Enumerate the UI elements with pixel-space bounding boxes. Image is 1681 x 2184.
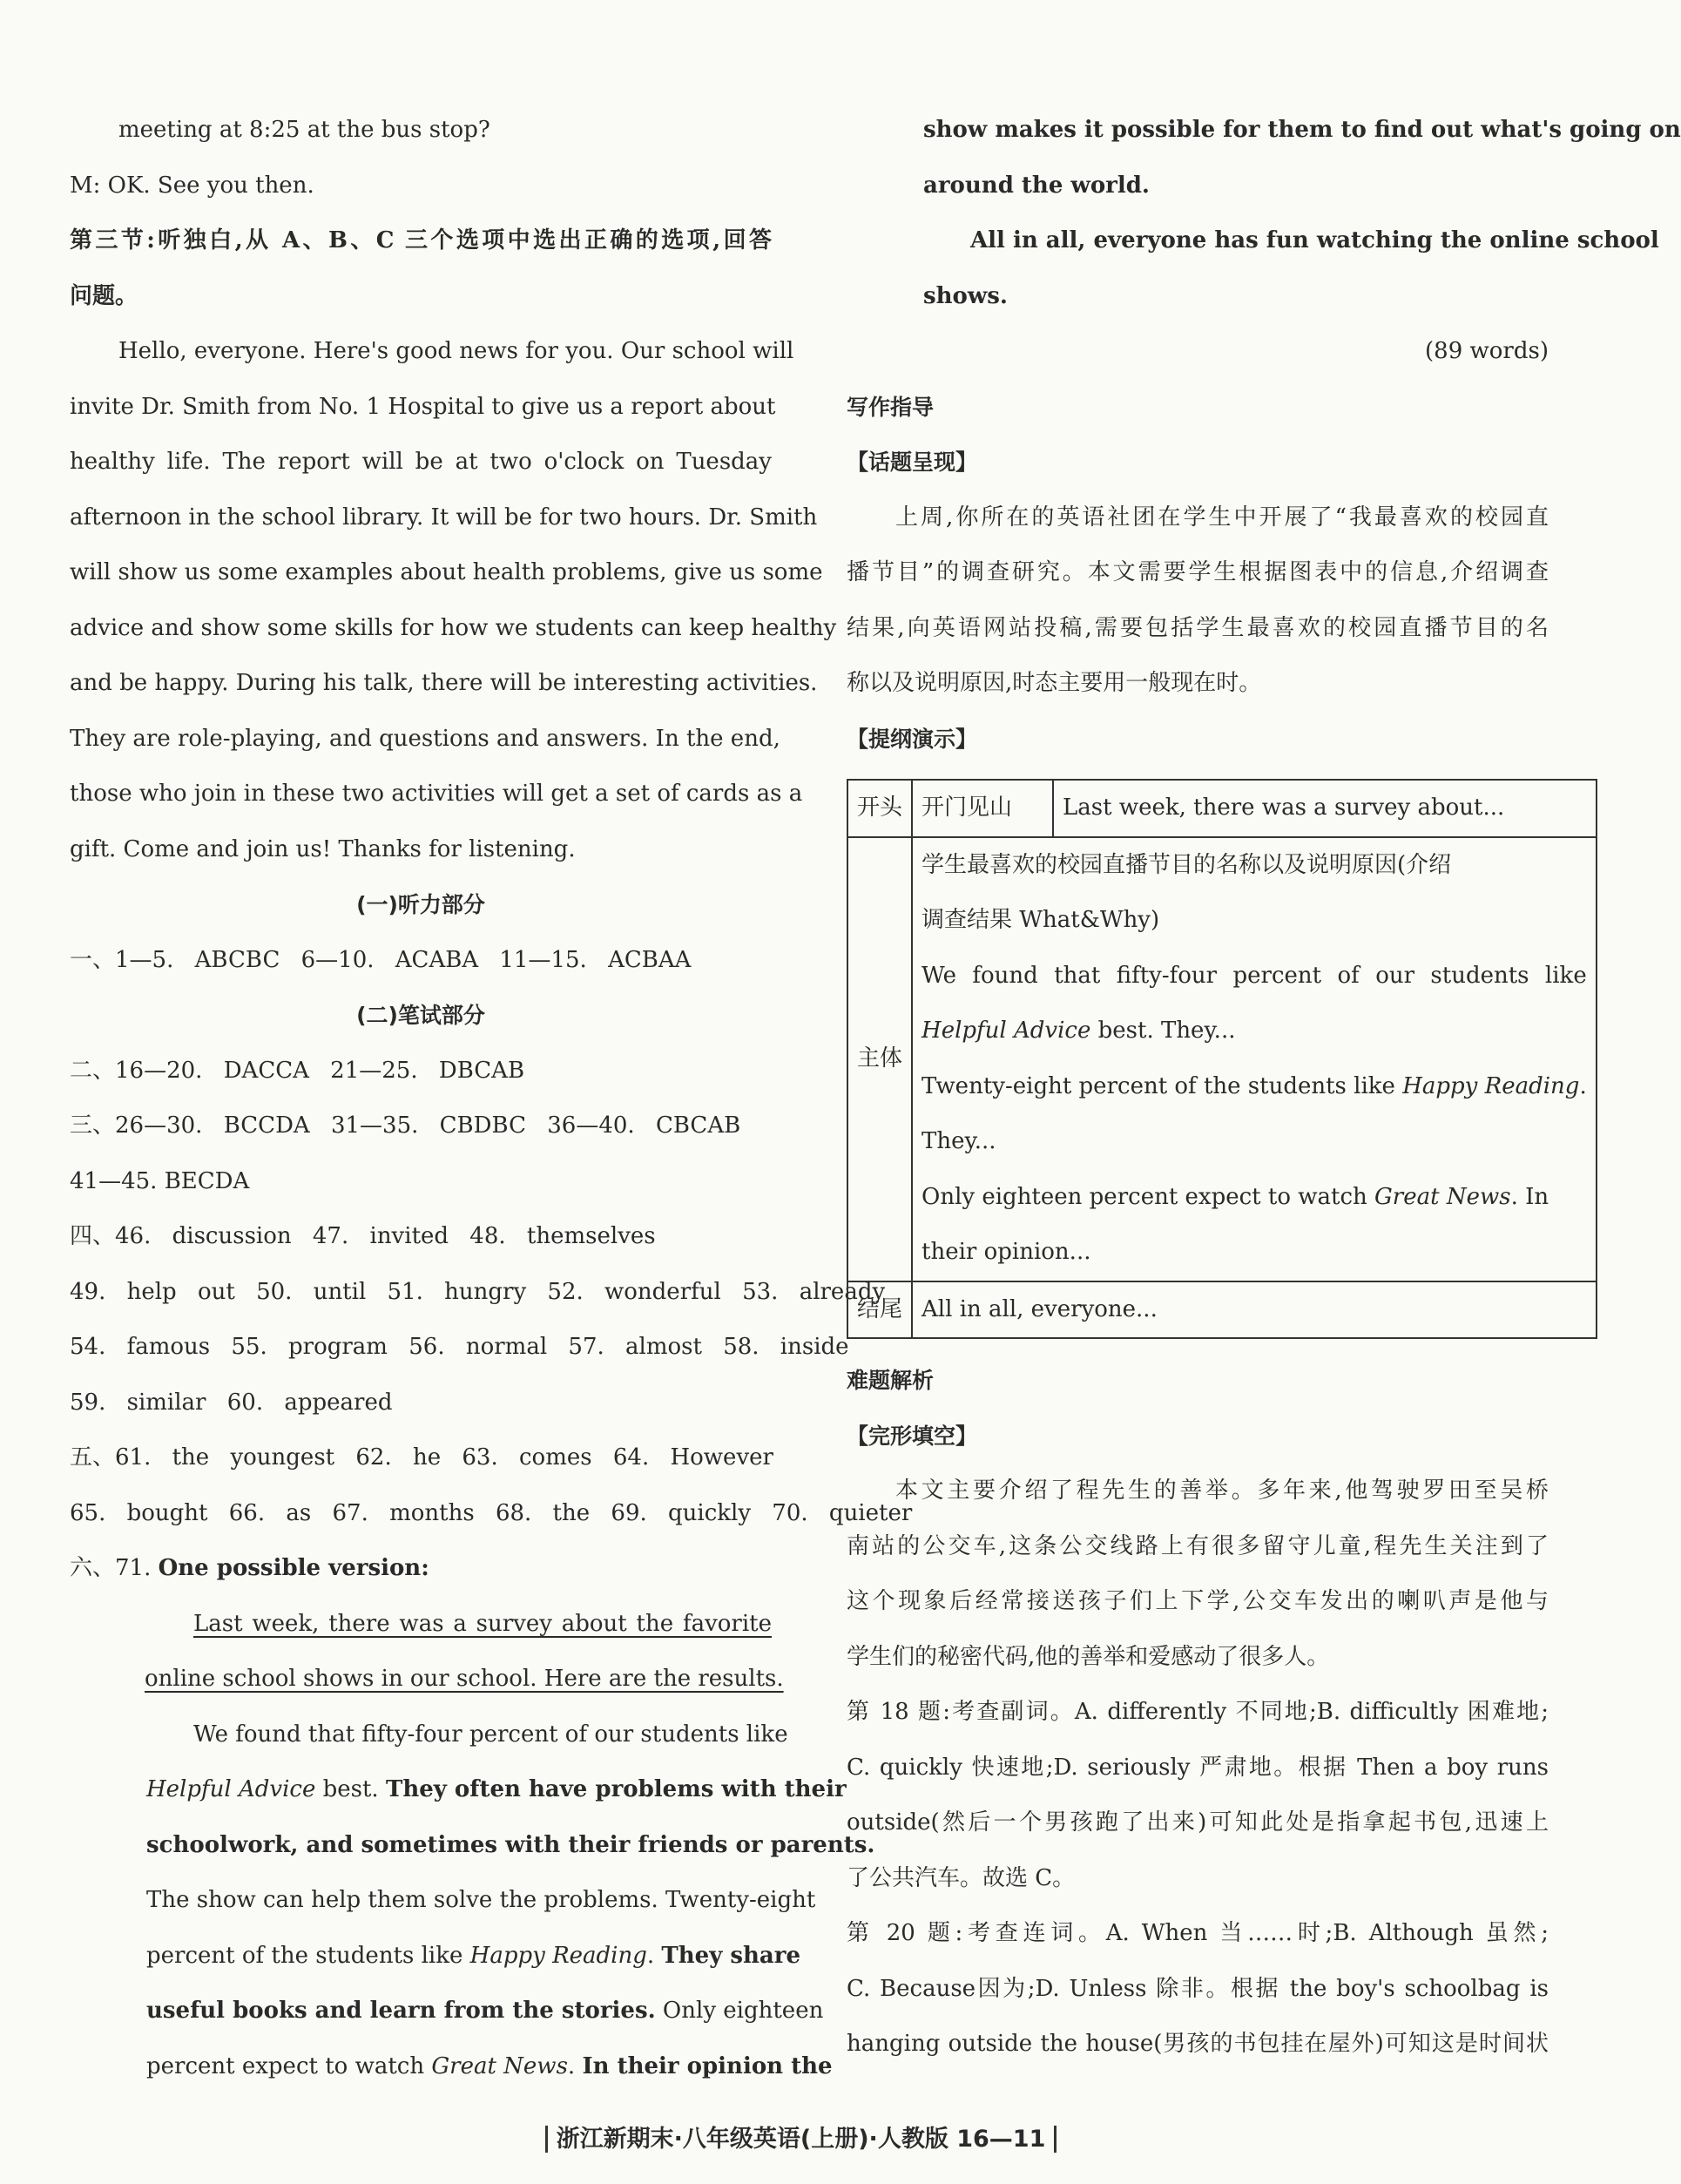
cloze-line: 这个现象后经常接送孩子们上下学,公交车发出的喇叭声是他与 — [847, 1588, 1549, 1614]
essay-bold: They often have problems with their — [385, 1776, 847, 1802]
row-content: Last week, there was a survey about... — [1053, 780, 1597, 837]
cloze-line: 本文主要介绍了程先生的善举。多年来,他驾驶罗田至吴桥 — [895, 1477, 1549, 1504]
essay-line: shows. — [923, 282, 1008, 309]
version-label: One possible version: — [158, 1555, 429, 1581]
monologue-line: Hello, everyone. Here's good news for you. Our school will — [118, 338, 794, 364]
answer-line: 一、1—5. ABCBC 6—10. ACABA 11—15. ACBAA — [70, 946, 692, 973]
topic-line: 上周,你所在的英语社团在学生中开展了“我最喜欢的校园直 — [895, 504, 1549, 531]
essay-bold: useful books and learn from the stories. — [146, 1998, 656, 2024]
show-name: Happy Reading — [1402, 1072, 1580, 1099]
topic-line: 播节目”的调查研究。本文需要学生根据图表中的信息,介绍调查 — [847, 559, 1549, 585]
page-footer — [0, 2120, 1602, 2154]
answer-line: 59. similar 60. appeared — [70, 1389, 393, 1416]
essay-line: percent of the students like Happy Reading. They share — [146, 1942, 801, 1969]
analysis-line: outside(然后一个男孩跑了出来)可知此处是指拿起书包,迅速上 — [847, 1809, 1549, 1836]
monologue-line: They are role-playing, and questions and answers. In the end, — [70, 725, 780, 752]
outline-row-body — [847, 837, 1597, 1281]
monologue-line: gift. Come and join us! Thanks for listening. — [70, 835, 576, 862]
section-instruction: 第三节:听独白,从 A、B、C 三个选项中选出正确的选项,回答 — [70, 227, 772, 254]
essay-line — [70, 1652, 784, 1707]
section-heading: 写作指导 — [847, 394, 935, 420]
row-content: 学生最喜欢的校园直播节目的名称以及说明原因(介绍 调查结果 What&Why) We found that fifty-four percent of our students like Helpful Advice best. They... Twenty-eight percent of the students like Happy Reading. They... Only eighteen percent expect to watch Great News. In their opinion... — [912, 837, 1597, 1281]
essay-line: We found that fifty-four percent of our students like — [193, 1721, 788, 1748]
essay-line: Helpful Advice best. They often have problems with their — [146, 1776, 847, 1802]
answer-line: 41—45. BECDA — [70, 1167, 250, 1194]
row-content: All in all, everyone... — [912, 1281, 1597, 1339]
outline-row-opening — [847, 780, 1597, 837]
analysis-line: hanging outside the house(男孩的书包挂在屋外)可知这是时间状 — [847, 2031, 1549, 2057]
answer-line: 49. help out 50. until 51. hungry 52. wonderful 53. already — [70, 1278, 886, 1305]
analysis-line: C. quickly 快速地;D. seriously 严肃地。根据 Then a boy runs — [847, 1754, 1549, 1781]
cloze-line: 南站的公交车,这条公交线路上有很多留守儿童,程先生关注到了 — [847, 1532, 1549, 1559]
row-sublabel: 开门见山 — [912, 780, 1053, 837]
section-instruction: 问题。 — [70, 282, 138, 309]
monologue-line: and be happy. During his talk, there will be interesting activities. — [70, 670, 818, 696]
row-label: 结尾 — [847, 1281, 912, 1339]
subsection-heading: 【话题呈现】 — [847, 450, 978, 475]
essay-line: percent expect to watch Great News. In their opinion the — [146, 2052, 833, 2079]
essay-underlined: online school shows in our school. Here are the results. — [145, 1666, 784, 1692]
outline-table — [847, 779, 1597, 1339]
monologue-line: invite Dr. Smith from No. 1 Hospital to give us a report about — [70, 393, 776, 420]
monologue-line: will show us some examples about health problems, give us some — [70, 559, 823, 585]
topic-line: 称以及说明原因,时态主要用一般现在时。 — [847, 670, 1262, 696]
word-count: (89 words) — [1425, 338, 1549, 364]
essay-line: schoolwork, and sometimes with their friends or parents. — [146, 1831, 875, 1858]
part-heading: (一)听力部分 — [356, 892, 485, 917]
monologue-line: those who join in these two activities will get a set of cards as a — [70, 781, 803, 807]
essay-line: useful books and learn from the stories. Only eighteen — [146, 1998, 824, 2024]
monologue-line: advice and show some skills for how we students can keep healthy — [70, 614, 837, 641]
outline-row-ending — [847, 1281, 1597, 1339]
subsection-heading: 【提纲演示】 — [847, 726, 978, 752]
essay-underlined: Last week, there was a survey about the favorite — [193, 1610, 772, 1637]
essay-line: The show can help them solve the problems. Twenty-eight — [146, 1887, 816, 1913]
essay-line: around the world. — [923, 172, 1150, 199]
monologue-line: afternoon in the school library. It will be for two hours. Dr. Smith — [70, 504, 818, 531]
essay-line — [70, 1597, 772, 1653]
subsection-heading: 【完形填空】 — [847, 1423, 978, 1449]
answer-line: 65. bought 66. as 67. months 68. the 69. quickly 70. quieter — [70, 1499, 913, 1526]
analysis-line: 了公共汽车。故选 C。 — [847, 1864, 1076, 1891]
cloze-line: 学生们的秘密代码,他的善举和爱感动了很多人。 — [847, 1643, 1330, 1670]
essay-line: show makes it possible for them to find out what's going on — [923, 117, 1681, 143]
show-name: Great News — [1374, 1183, 1511, 1210]
answer-line: 五、61. the youngest 62. he 63. comes 64. However — [70, 1444, 773, 1471]
section-heading: 难题解析 — [847, 1368, 935, 1393]
analysis-line: 第 18 题:考查副词。A. differently 不同地;B. difficultly 困难地; — [847, 1699, 1549, 1725]
answer-line: 四、46. discussion 47. invited 48. themselves — [70, 1223, 656, 1249]
show-name: Helpful Advice — [922, 1018, 1091, 1044]
dialogue-line: M: OK. See you then. — [70, 172, 314, 199]
answer-line: 三、26—30. BCCDA 31—35. CBDBC 36—40. CBCAB — [70, 1112, 741, 1139]
footer-text: 浙江新期末·八年级英语(上册)·人教版 16—11 — [545, 2126, 1057, 2153]
row-label: 主体 — [847, 837, 912, 1281]
question-number: 六、71. — [70, 1555, 159, 1581]
right-column — [847, 103, 1681, 2072]
dialogue-line: meeting at 8:25 at the bus stop? — [118, 117, 490, 143]
essay-line: All in all, everyone has fun watching the online school — [970, 227, 1659, 254]
analysis-line: 第 20 题:考查连词。A. When 当……时;B. Although 虽然; — [847, 1920, 1549, 1946]
show-name: Great News — [431, 2052, 568, 2079]
essay-bold: They share — [661, 1942, 801, 1969]
show-name: Happy Reading — [469, 1942, 647, 1969]
topic-line: 结果,向英语网站投稿,需要包括学生最喜欢的校园直播节目的名 — [847, 614, 1549, 641]
row-label: 开头 — [847, 780, 912, 837]
answer-line — [70, 1541, 772, 1597]
essay-bold: In their opinion the — [582, 2052, 833, 2079]
analysis-line: C. Because因为;D. Unless 除非。根据 the boy's schoolbag is — [847, 1975, 1549, 2002]
monologue-line: healthy life. The report will be at two o'clock on Tuesday — [70, 449, 772, 475]
answer-line: 二、16—20. DACCA 21—25. DBCAB — [70, 1057, 525, 1084]
answer-line: 54. famous 55. program 56. normal 57. almost 58. inside — [70, 1334, 849, 1360]
show-name: Helpful Advice — [146, 1776, 316, 1802]
part-heading: (二)笔试部分 — [356, 1003, 485, 1028]
